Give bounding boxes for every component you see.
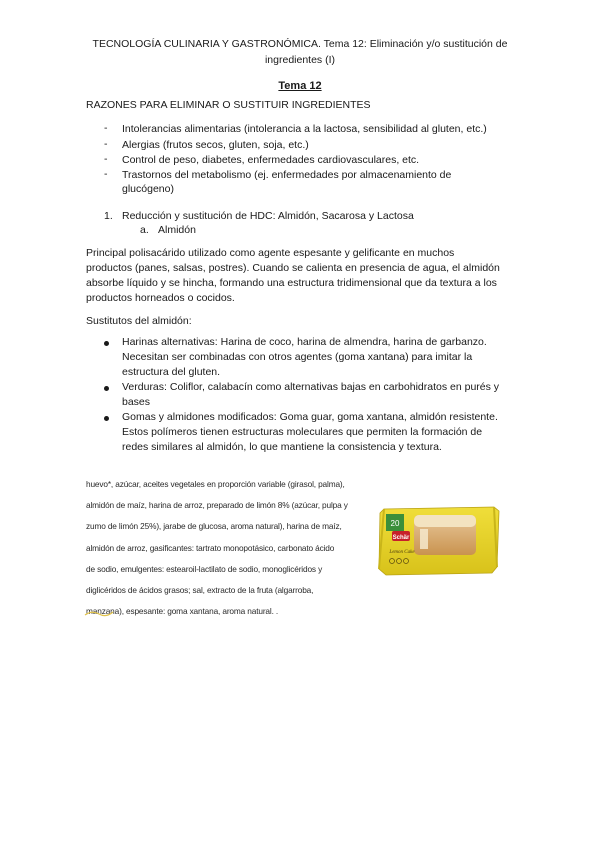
- product-brand: Schär: [392, 535, 410, 541]
- page-title: Tema 12: [278, 80, 322, 92]
- list-item: Verduras: Coliflor, calabacín como alternativas bajas en carbohidratos en purés y: [122, 381, 500, 393]
- numbered-item-number: 1.: [104, 210, 113, 222]
- header-line-2: ingredientes (I): [264, 54, 336, 66]
- list-item-continuation: redes similares al almidón, lo que mantiene la consistencia y textura.: [122, 441, 442, 453]
- list-item-continuation: Estos polímeros tienen estructuras moleculares que permiten la formación de: [122, 426, 483, 438]
- section-heading: RAZONES PARA ELIMINAR O SUSTITUIR INGREDIENTES: [86, 99, 371, 111]
- dash-bullet: -: [104, 122, 108, 134]
- product-name: Lemon Cake: [389, 550, 415, 555]
- numbered-item-text: Reducción y sustitución de HDC: Almidón, Sacarosa y Lactosa: [122, 210, 414, 222]
- ingredients-line: almidón de arroz, gasificantes: tartrato monopotásico, carbonato ácido: [86, 542, 335, 553]
- list-item-continuation: Necesitan ser combinadas con otros agentes (goma xantana) para imitar la: [122, 351, 473, 363]
- document-header: [80, 36, 520, 68]
- list-item-continuation: estructura del gluten.: [122, 366, 221, 378]
- substitutes-heading: Sustitutos del almidón:: [86, 315, 192, 327]
- ingredients-line: almidón de maíz, harina de arroz, preparado de limón 8% (azúcar, pulpa y: [86, 500, 348, 511]
- list-item-continuation: bases: [122, 396, 151, 408]
- product-badge: 20: [390, 519, 400, 528]
- ingredients-line: diglicéridos de ácidos grasos; sal, extracto de la fruta (algarroba,: [86, 585, 314, 596]
- ingredients-line: de sodio, emulgentes: estearoil-lactilato de sodio, monoglicéridos y: [86, 563, 323, 574]
- ingredients-line: manzana), espesante: goma xantana, aroma natural. .: [86, 606, 279, 617]
- dash-bullet: -: [104, 138, 108, 150]
- bullet-dot-icon: [104, 416, 109, 421]
- sub-item-letter: a.: [140, 224, 149, 236]
- paragraph-line: Principal polisacárido utilizado como agente espesante y gelificante en muchos: [86, 247, 455, 259]
- underline-squiggle: [84, 609, 114, 617]
- dash-bullet: -: [104, 168, 108, 180]
- sub-item-text: Almidón: [158, 224, 196, 236]
- paragraph-line: productos horneados o cocidos.: [86, 292, 235, 304]
- paragraph-line: productos (panes, salsas, postres). Cuando se calienta en presencia de agua, el almidón: [86, 262, 500, 274]
- bullet-dot-icon: [104, 386, 109, 391]
- dash-bullet: -: [104, 153, 108, 165]
- list-item: Intolerancias alimentarias (intolerancia a la lactosa, sensibilidad al gluten, etc.): [122, 123, 487, 135]
- list-item: Trastornos del metabolismo (ej. enfermedades por almacenamiento de: [122, 169, 452, 181]
- ingredients-line: zumo de limón 25%), jarabe de glucosa, aroma natural), harina de maíz,: [86, 521, 342, 532]
- list-item: Control de peso, diabetes, enfermedades cardiovasculares, etc.: [122, 154, 420, 166]
- header-line-1: TECNOLOGÍA CULINARIA Y GASTRONÓMICA. Tema 12: Eliminación y/o sustitución de: [92, 38, 508, 50]
- product-package-image: [376, 499, 502, 581]
- ingredients-line: huevo*, azúcar, aceites vegetales en proporción variable (girasol, palma),: [86, 479, 345, 489]
- list-item: Gomas y almidones modificados: Goma guar, goma xantana, almidón resistente.: [122, 411, 498, 423]
- list-item: Alergias (frutos secos, gluten, soja, etc.): [122, 139, 309, 151]
- paragraph-line: absorbe líquido y se hincha, formando una estructura tridimensional que da textura a los: [86, 277, 497, 289]
- list-item: Harinas alternativas: Harina de coco, harina de almendra, harina de garbanzo.: [122, 336, 487, 348]
- list-item-continuation: glucógeno): [122, 183, 174, 195]
- ingredients-label-image: [86, 474, 368, 617]
- bullet-dot-icon: [104, 341, 109, 346]
